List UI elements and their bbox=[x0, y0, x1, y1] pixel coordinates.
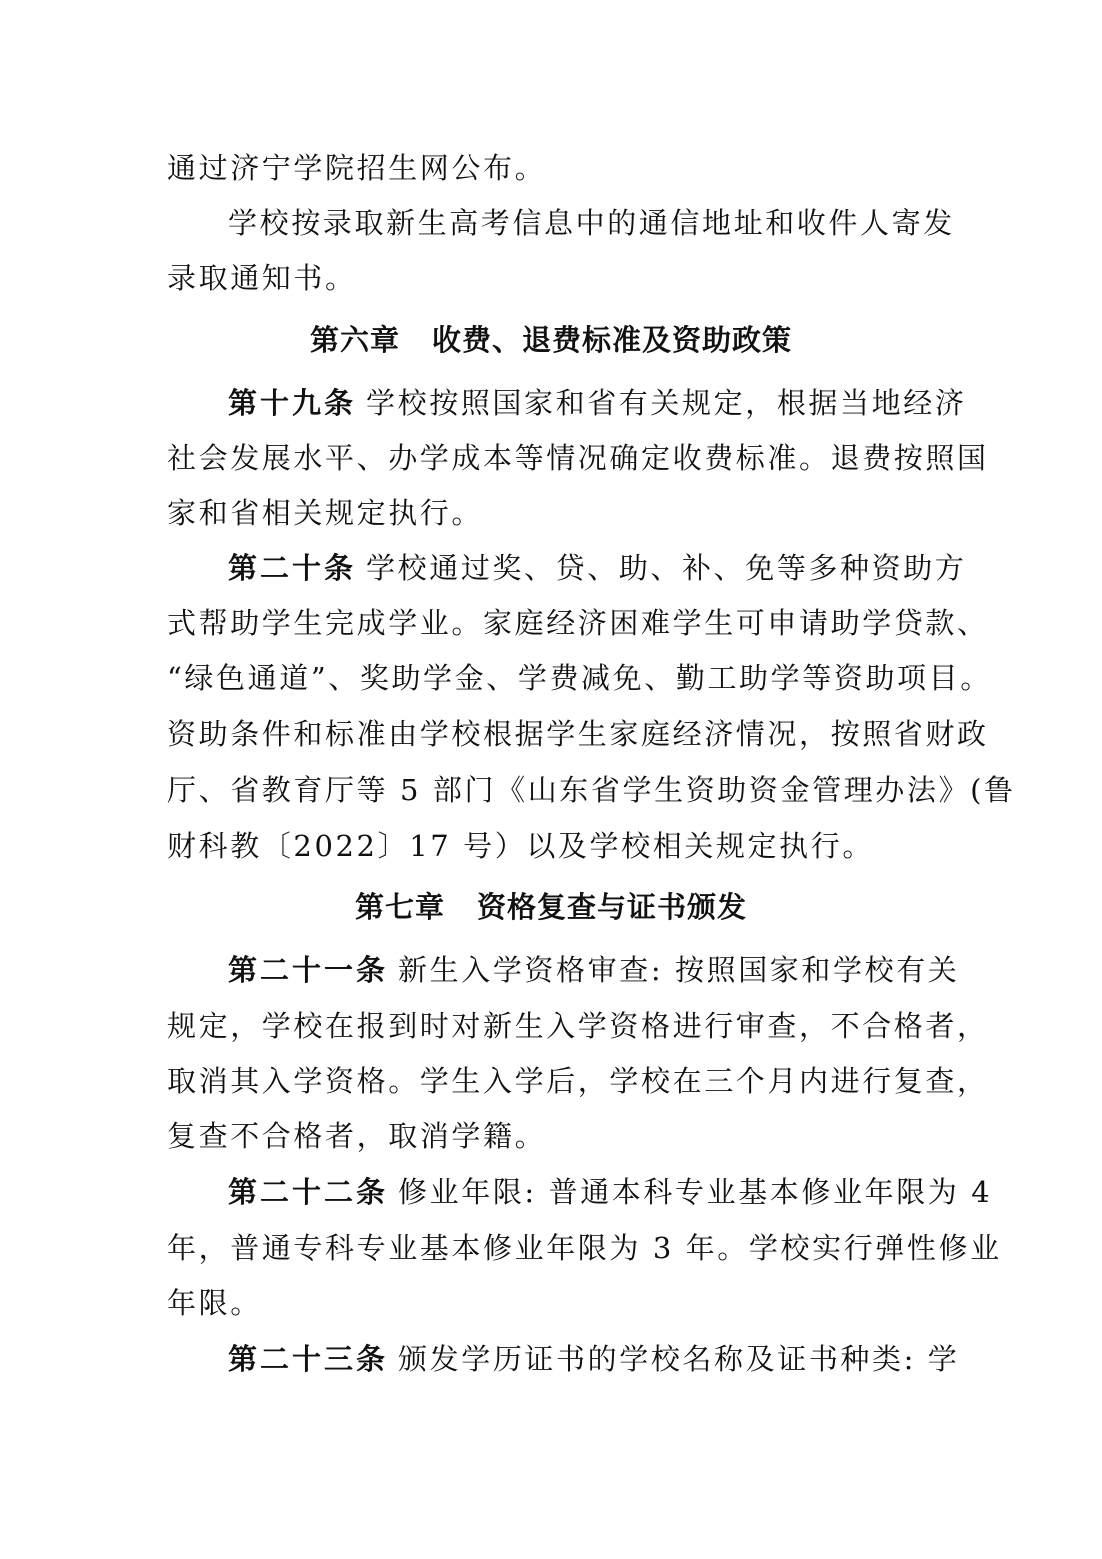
article-20-label: 第二十条 bbox=[228, 551, 357, 585]
intro-line-1: 通过济宁学院招生网公布。 bbox=[167, 151, 547, 185]
article-23-text-1: 颁发学历证书的学校名称及证书种类: 学 bbox=[398, 1342, 960, 1376]
article-20-line-2: 式帮助学生完成学业。家庭经济困难学生可申请助学贷款、 bbox=[167, 606, 989, 640]
article-21-text-1: 新生入学资格审查: 按照国家和学校有关 bbox=[398, 953, 960, 987]
article-22-text-1: 修业年限: 普通本科专业基本修业年限为 4 bbox=[398, 1175, 993, 1209]
article-21-line-2: 规定，学校在报到时对新生入学资格进行审查，不合格者， bbox=[167, 1009, 989, 1043]
article-22-line-1 bbox=[228, 1174, 993, 1210]
intro-line-2: 学校按录取新生高考信息中的通信地址和收件人寄发 bbox=[228, 206, 955, 240]
article-19-line-3: 家和省相关规定执行。 bbox=[167, 496, 484, 530]
article-22-label: 第二十二条 bbox=[228, 1175, 389, 1209]
article-21-line-4: 复查不合格者，取消学籍。 bbox=[167, 1119, 547, 1153]
article-20-text-1: 学校通过奖、贷、助、补、免等多种资助方 bbox=[366, 551, 967, 585]
article-21-line-3: 取消其入学资格。学生入学后，学校在三个月内进行复查， bbox=[167, 1064, 989, 1098]
article-19-label: 第十九条 bbox=[228, 386, 357, 420]
article-20-line-4: 资助条件和标准由学校根据学生家庭经济情况，按照省财政 bbox=[167, 717, 989, 751]
chapter-7-number: 第七章 bbox=[354, 890, 445, 924]
chapter-6-title: 收费、退费标准及资助政策 bbox=[432, 323, 793, 357]
article-19-line-1 bbox=[228, 385, 967, 421]
article-20-line-5: 厅、省教育厅等 5 部门《山东省学生资助资金管理办法》(鲁 bbox=[167, 773, 1016, 807]
article-21-line-1 bbox=[228, 952, 960, 988]
article-21-label: 第二十一条 bbox=[228, 953, 389, 987]
chapter-7-title: 资格复查与证书颁发 bbox=[477, 890, 748, 924]
chapter-6-number: 第六章 bbox=[309, 323, 400, 357]
intro-line-3: 录取通知书。 bbox=[167, 261, 357, 295]
article-20-line-1 bbox=[228, 550, 967, 586]
chapter-7-heading bbox=[0, 889, 1102, 925]
article-22-line-2: 年，普通专科专业基本修业年限为 3 年。学校实行弹性修业 bbox=[167, 1231, 1002, 1265]
article-23-line-1 bbox=[228, 1341, 960, 1377]
article-20-line-3: “绿色通道”、奖助学金、学费减免、勤工助学等资助项目。 bbox=[167, 661, 992, 695]
chapter-6-heading bbox=[0, 322, 1102, 358]
article-19-text-1: 学校按照国家和省有关规定，根据当地经济 bbox=[366, 386, 967, 420]
article-19-line-2: 社会发展水平、办学成本等情况确定收费标准。退费按照国 bbox=[167, 441, 989, 475]
article-20-line-6: 财科教〔2022〕17 号）以及学校相关规定执行。 bbox=[167, 829, 874, 863]
article-23-label: 第二十三条 bbox=[228, 1342, 389, 1376]
article-22-line-3: 年限。 bbox=[167, 1286, 262, 1320]
